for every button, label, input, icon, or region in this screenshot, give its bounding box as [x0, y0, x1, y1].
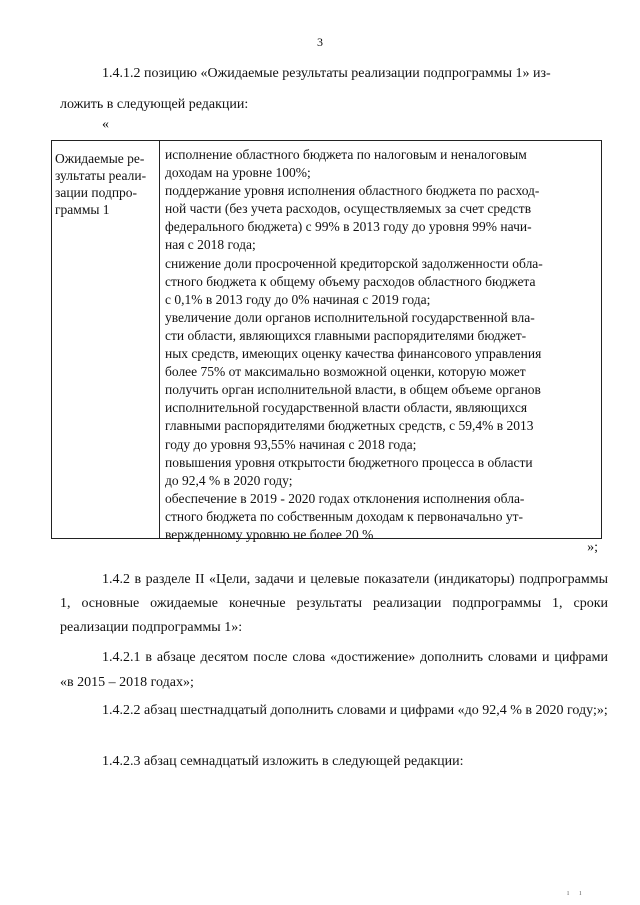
- paragraph-1-4-2-2: 1.4.2.2 абзац шестнадцатый дополнить словами и цифрами «до 92,4 % в 2020 году;»;: [102, 703, 608, 718]
- content-line: получить орган исполнительной власти, в общем объеме органов: [165, 382, 541, 398]
- content-line: исполнение областного бюджета по налоговым и неналоговым: [165, 147, 527, 162]
- content-line: стного бюджета по собственным доходам к первоначально ут-: [165, 508, 524, 524]
- content-line: исполнительной государственной власти области, являющихся: [165, 400, 528, 416]
- table-content-cell: [165, 146, 595, 544]
- content-line: повышения уровня открытости бюджетного процесса в области: [165, 454, 533, 470]
- content-line: ная с 2018 года;: [165, 237, 256, 253]
- label-line: Ожидаемые ре-: [55, 151, 145, 166]
- content-line: ных средств, имеющих оценку качества финансового управления: [165, 346, 542, 362]
- content-line: стного бюджета к общему объему расходов областного бюджета: [165, 273, 536, 289]
- closing-quote: »;: [587, 540, 598, 555]
- content-line: году до уровня 93,55% начиная с 2018 года;: [165, 436, 417, 452]
- content-line: обеспечение в 2019 - 2020 годах отклонения исполнения обла-: [165, 490, 525, 506]
- content-line: ной части (без учета расходов, осуществляемых за счет средств: [165, 201, 532, 217]
- content-line: доходам на уровне 100%;: [165, 165, 311, 181]
- paragraph-1-4-2-1: 1.4.2.1 в абзаце десятом после слова «достижение» дополнить словами и цифрами «в 2015 – 2018 годах»;: [60, 650, 608, 690]
- content-line: федерального бюджета) с 99% в 2013 году до уровня 99% начи-: [165, 219, 532, 235]
- content-line: главными распорядителями бюджетных средств, с 59,4% в 2013: [165, 418, 534, 434]
- content-line: более 75% от максимально возможной оценки, которую может: [165, 364, 526, 380]
- corner-marks: ı ı: [567, 888, 586, 897]
- content-line: увеличение доли органов исполнительной государственной вла-: [165, 309, 535, 325]
- intro-line-1: 1.4.1.2 позицию «Ожидаемые результаты реализации подпрограммы 1» из-: [102, 66, 551, 81]
- label-line: зультаты реали-: [55, 168, 147, 183]
- intro-paragraph: [60, 63, 608, 115]
- content-line: поддержание уровня исполнения областного бюджета по расход-: [165, 183, 540, 199]
- page-number: 3: [317, 35, 323, 49]
- opening-quote: «: [102, 117, 109, 132]
- results-table: [51, 140, 602, 542]
- content-line: снижение доли просроченной кредиторской задолженности обла-: [165, 255, 543, 271]
- content-line: с 0,1% в 2013 году до 0% начиная с 2019 года;: [165, 291, 431, 307]
- intro-line-2: ложить в следующей редакции:: [60, 97, 249, 112]
- paragraph-1-4-2-3: 1.4.2.3 абзац семнадцатый изложить в следующей редакции:: [102, 754, 464, 769]
- label-line: зации подпро-: [55, 185, 138, 200]
- content-line: вержденному уровню не более 20 %: [165, 526, 374, 542]
- content-line: сти области, являющихся главными распорядителями бюджет-: [165, 327, 527, 343]
- table-label-cell: [52, 141, 160, 538]
- paragraph-1-4-2: 1.4.2 в разделе II «Цели, задачи и целевые показатели (индикаторы) подпрограммы 1, основные ожидаемые конечные результаты реализации подпрограммы 1, сроки реализации подпрограммы 1»:: [60, 572, 608, 635]
- content-line: до 92,4 % в 2020 году;: [165, 472, 293, 488]
- label-line: граммы 1: [55, 202, 110, 217]
